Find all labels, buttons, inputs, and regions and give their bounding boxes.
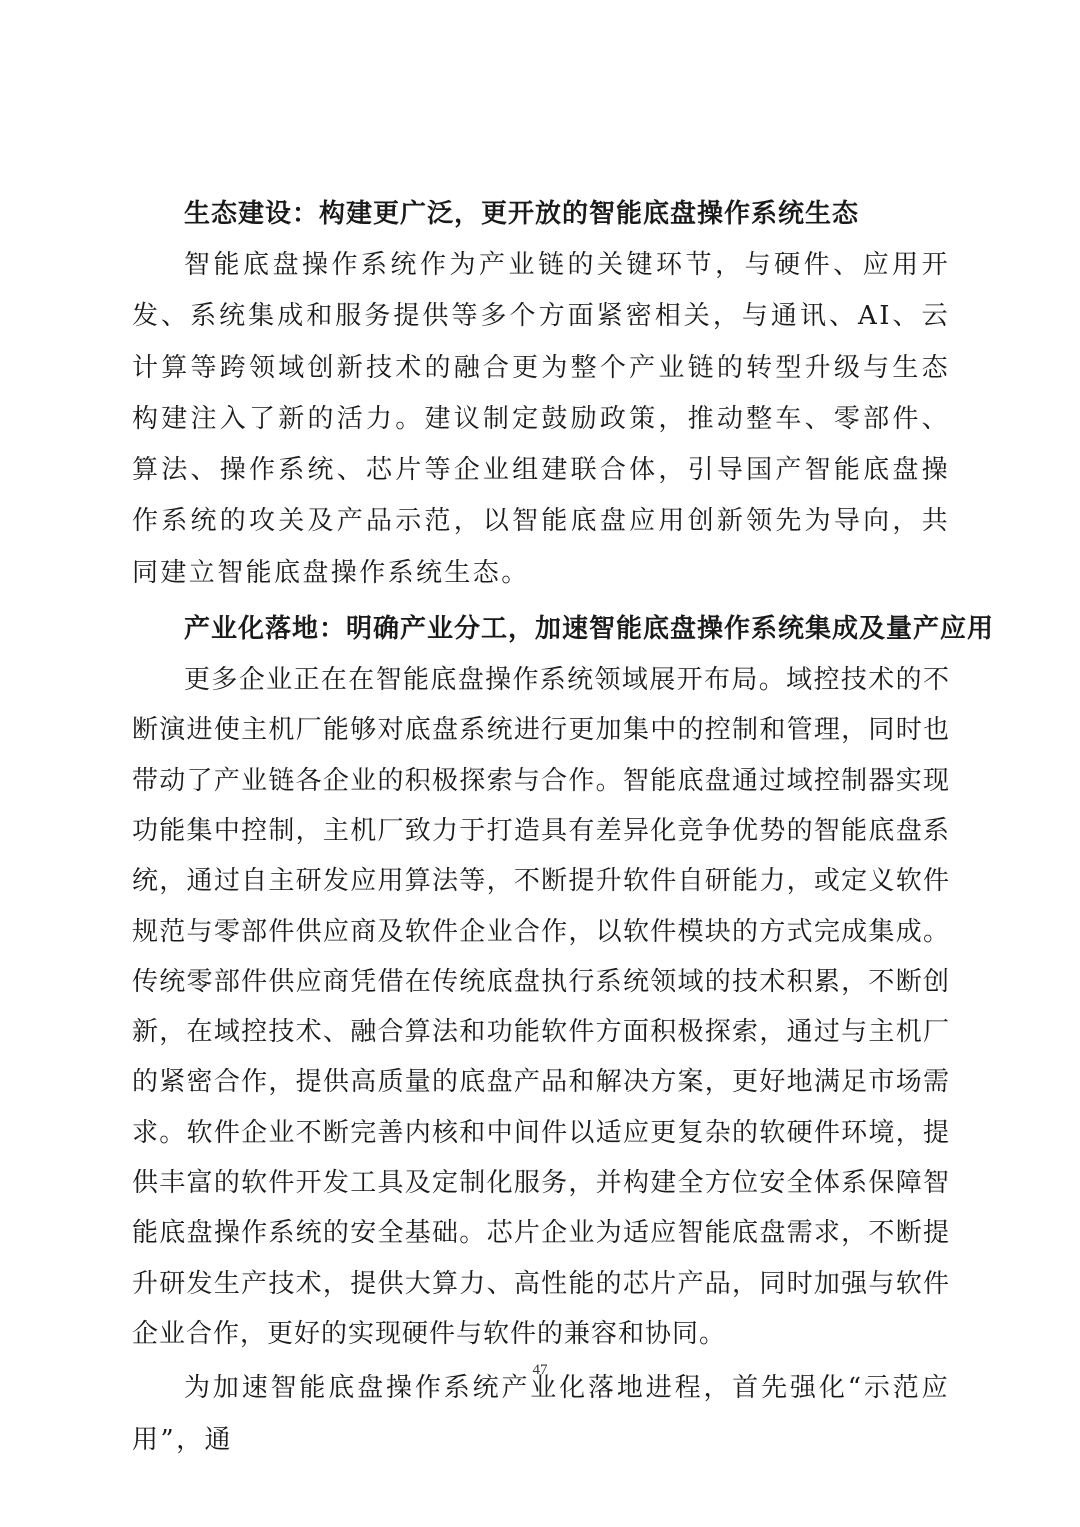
page-content: [132, 188, 995, 1466]
paragraph-industrialization: 更多企业正在在智能底盘操作系统领域展开布局。域控技术的不断演进使主机厂能够对底盘系统进行更加集中的控制和管理，同时也带动了产业链各企业的积极探索与合作。智能底盘通过域控制器实现功能集中控制，主机厂致力于打造具有差异化竞争优势的智能底盘系统，通过自主研发应用算法等，不断提升软件自研能力，或定义软件规范与零部件供应商及软件企业合作，以软件模块的方式完成集成。传统零部件供应商凭借在传统底盘执行系统领域的技术积累，不断创新，在域控技术、融合算法和功能软件方面积极探索，通过与主机厂的紧密合作，提供高质量的底盘产品和解决方案，更好地满足市场需求。软件企业不断完善内核和中间件以适应更复杂的软硬件环境，提供丰富的软件开发工具及定制化服务，并构建全方位安全体系保障智能底盘操作系统的安全基础。芯片企业为适应智能底盘需求，不断提升研发生产技术，提供大算力、高性能的芯片产品，同时加强与软件企业合作，更好的实现硬件与软件的兼容和协同。: [132, 665, 950, 1349]
paragraph-ecosystem: 智能底盘操作系统作为产业链的关键环节，与硬件、应用开发、系统集成和服务提供等多个方面紧密相关，与通讯、AI、云计算等跨领域创新技术的融合更为整个产业链的转型升级与生态构建注入了新的活力。建议制定鼓励政策，推动整车、零部件、算法、操作系统、芯片等企业组建联合体，引导国产智能底盘操作系统的攻关及产品示范，以智能底盘应用创新领先为导向，共同建立智能底盘操作系统生态。: [132, 250, 950, 588]
section-heading-ecosystem: 生态建设：构建更广泛，更开放的智能底盘操作系统生态: [184, 199, 860, 229]
paragraph-demonstration: 为加速智能底盘操作系统产业化落地进程，首先强化“示范应用”，通: [132, 1373, 950, 1455]
page-number: 47: [532, 1362, 548, 1378]
section-heading-industrialization: 产业化落地：明确产业分工，加速智能底盘操作系统集成及量产应用: [184, 614, 995, 645]
